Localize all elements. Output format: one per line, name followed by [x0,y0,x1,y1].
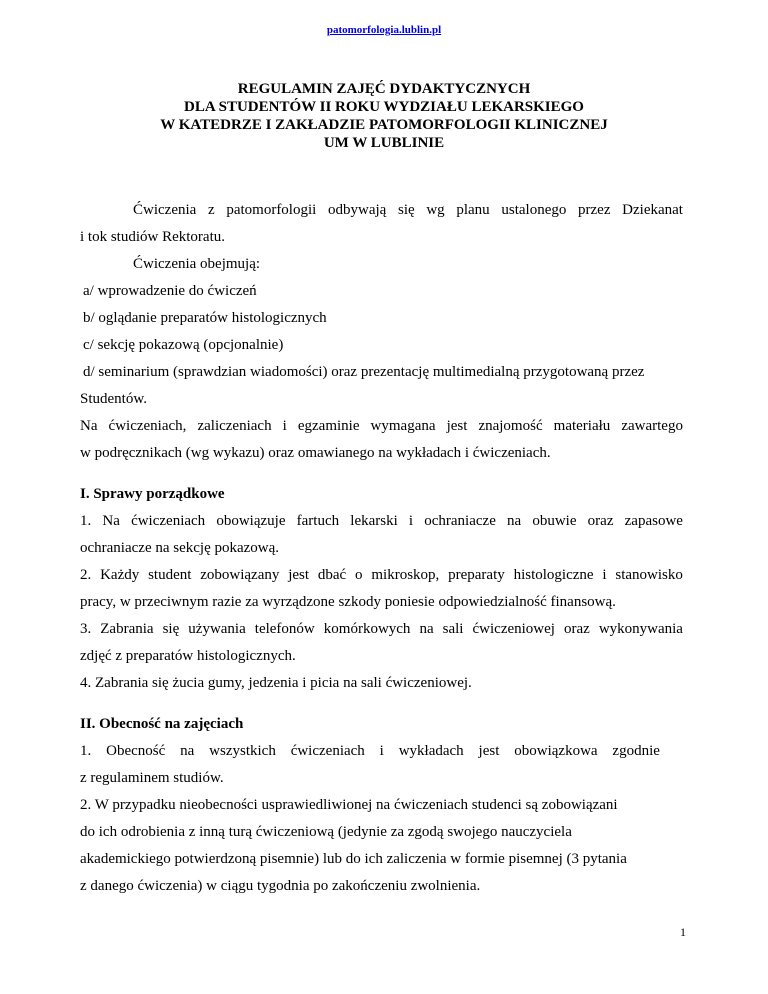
section-1-item-1-line2: ochraniacze na sekcję pokazową. [80,540,280,556]
word: jest [288,567,310,583]
word: ustalonego [501,202,567,218]
list-item-b: b/ oglądanie preparatów histologicznych [83,310,327,326]
word: się [162,621,180,637]
word: zgodnie [612,743,660,759]
word: lekarski [350,513,398,529]
word: zaliczeniach [197,418,272,434]
word: telefonów [254,621,315,637]
word: na [419,621,434,637]
list-item-a: a/ wprowadzenie do ćwiczeń [83,283,257,299]
word: Obecność [106,743,166,759]
section-2-item-2-line3: akademickiego potwierdzoną pisemnie) lub do ich zaliczenia w formie pisemnej (3 pytania [80,851,627,867]
section-1-item-3-line2: zdjęć z preparatów histologicznych. [80,648,296,664]
word: i [602,567,607,583]
section-2-item-2-line1: 2. W przypadku nieobecności usprawiedliwionej na ćwiczeniach studenci są zobowiązani [80,797,618,813]
title-line: DLA STUDENTÓW II ROKU WYDZIAŁU LEKARSKIEGO [184,99,584,115]
word: patomorfologii [226,202,317,218]
word: fartuch [296,513,340,529]
word: Dziekanat [622,202,683,218]
section-1-item-2-line2: pracy, w przeciwnym razie za wyrządzone szkody poniesie odpowiedzialność finansową. [80,594,616,610]
word: obowiązuje [216,513,286,529]
word: ćwiczeniach, [108,418,187,434]
intro-p2: Ćwiczenia obejmują: [133,256,261,272]
title-line: REGULAMIN ZAJĘĆ DYDAKTYCZNYCH [237,81,531,97]
word: wg [426,202,445,218]
intro-p1-line1 [133,202,683,219]
title-line: W KATEDRZE I ZAKŁADZIE PATOMORFOLOGII KLINICZNEJ [160,117,608,133]
word: jest [478,743,500,759]
page-number: 1 [680,925,686,939]
word: i [282,418,287,434]
section-2-heading: II. Obecność na zajęciach [80,716,244,732]
word: oraz [563,621,590,637]
word: sali [442,621,464,637]
word: i [408,513,414,529]
document-title [0,80,768,152]
intro-p1-line2: i tok studiów Rektoratu. [80,229,225,245]
list-item-d-line1: d/ seminarium (sprawdzian wiadomości) oraz prezentację multimedialną przygotowaną przez [83,364,645,380]
word: planu [456,202,490,218]
word: wykładach [398,743,464,759]
word: zawartego [621,418,683,434]
word: oraz [587,513,614,529]
title-line: UM W LUBLINIE [323,135,445,151]
word: na [507,513,522,529]
word: Ćwiczenia [133,202,197,218]
word: materiału [553,418,611,434]
word: ćwiczeniowej [472,621,555,637]
word: ćwiczeniach [290,743,365,759]
word: histologiczne [513,567,594,583]
word: Na [80,418,98,434]
word: wszystkich [209,743,276,759]
word: mikroskop, [371,567,440,583]
word: przez [578,202,611,218]
word: z [207,202,215,218]
intro-p3-line2: w podręcznikach (wg wykazu) oraz omawianego na wykładach i ćwiczeniach. [80,445,551,461]
section-1-item-1-line1 [80,513,683,530]
word: zapasowe [624,513,683,529]
word: odbywają [328,202,387,218]
word: Na [102,513,120,529]
section-2-item-2-line2: do ich odrobienia z inną turą ćwiczeniową (jedynie za zgodą swojego nauczyciela [80,824,572,840]
header-site-link[interactable]: patomorfologia.lublin.pl [326,24,442,36]
word: o [355,567,363,583]
word: obowiązkowa [514,743,598,759]
word: preparaty [448,567,505,583]
word: ćwiczeniach [131,513,206,529]
section-2-item-1-line1 [80,743,660,760]
section-1-item-2-line1 [80,567,683,584]
word: komórkowych [323,621,411,637]
word: 2. [80,567,92,583]
section-1-item-4: 4. Zabrania się żucia gumy, jedzenia i picia na sali ćwiczeniowej. [80,675,472,691]
word: wymagana [370,418,436,434]
list-item-c: c/ sekcję pokazową (opcjonalnie) [83,337,284,353]
word: jest [446,418,468,434]
word: Zabrania [100,621,154,637]
word: znajomość [478,418,543,434]
word: 1. [80,513,92,529]
section-1-heading: I. Sprawy porządkowe [80,486,225,502]
list-item-d-line2: Studentów. [80,391,147,407]
word: student [148,567,192,583]
word: 3. [80,621,92,637]
word: obuwie [532,513,577,529]
word: na [180,743,195,759]
word: stanowisko [615,567,683,583]
word: dbać [317,567,347,583]
word: i [379,743,384,759]
word: używania [188,621,246,637]
intro-p3-line1 [80,418,683,435]
section-2-item-1-line2: z regulaminem studiów. [80,770,224,786]
word: ochraniacze [424,513,496,529]
word: wykonywania [598,621,683,637]
section-2-item-2-line4: z danego ćwiczenia) w ciągu tygodnia po zakończeniu zwolnienia. [80,878,481,894]
section-1-item-3-line1 [80,621,683,638]
word: Każdy [100,567,140,583]
word: zobowiązany [200,567,280,583]
word: się [398,202,415,218]
word: 1. [80,743,92,759]
word: egzaminie [297,418,360,434]
